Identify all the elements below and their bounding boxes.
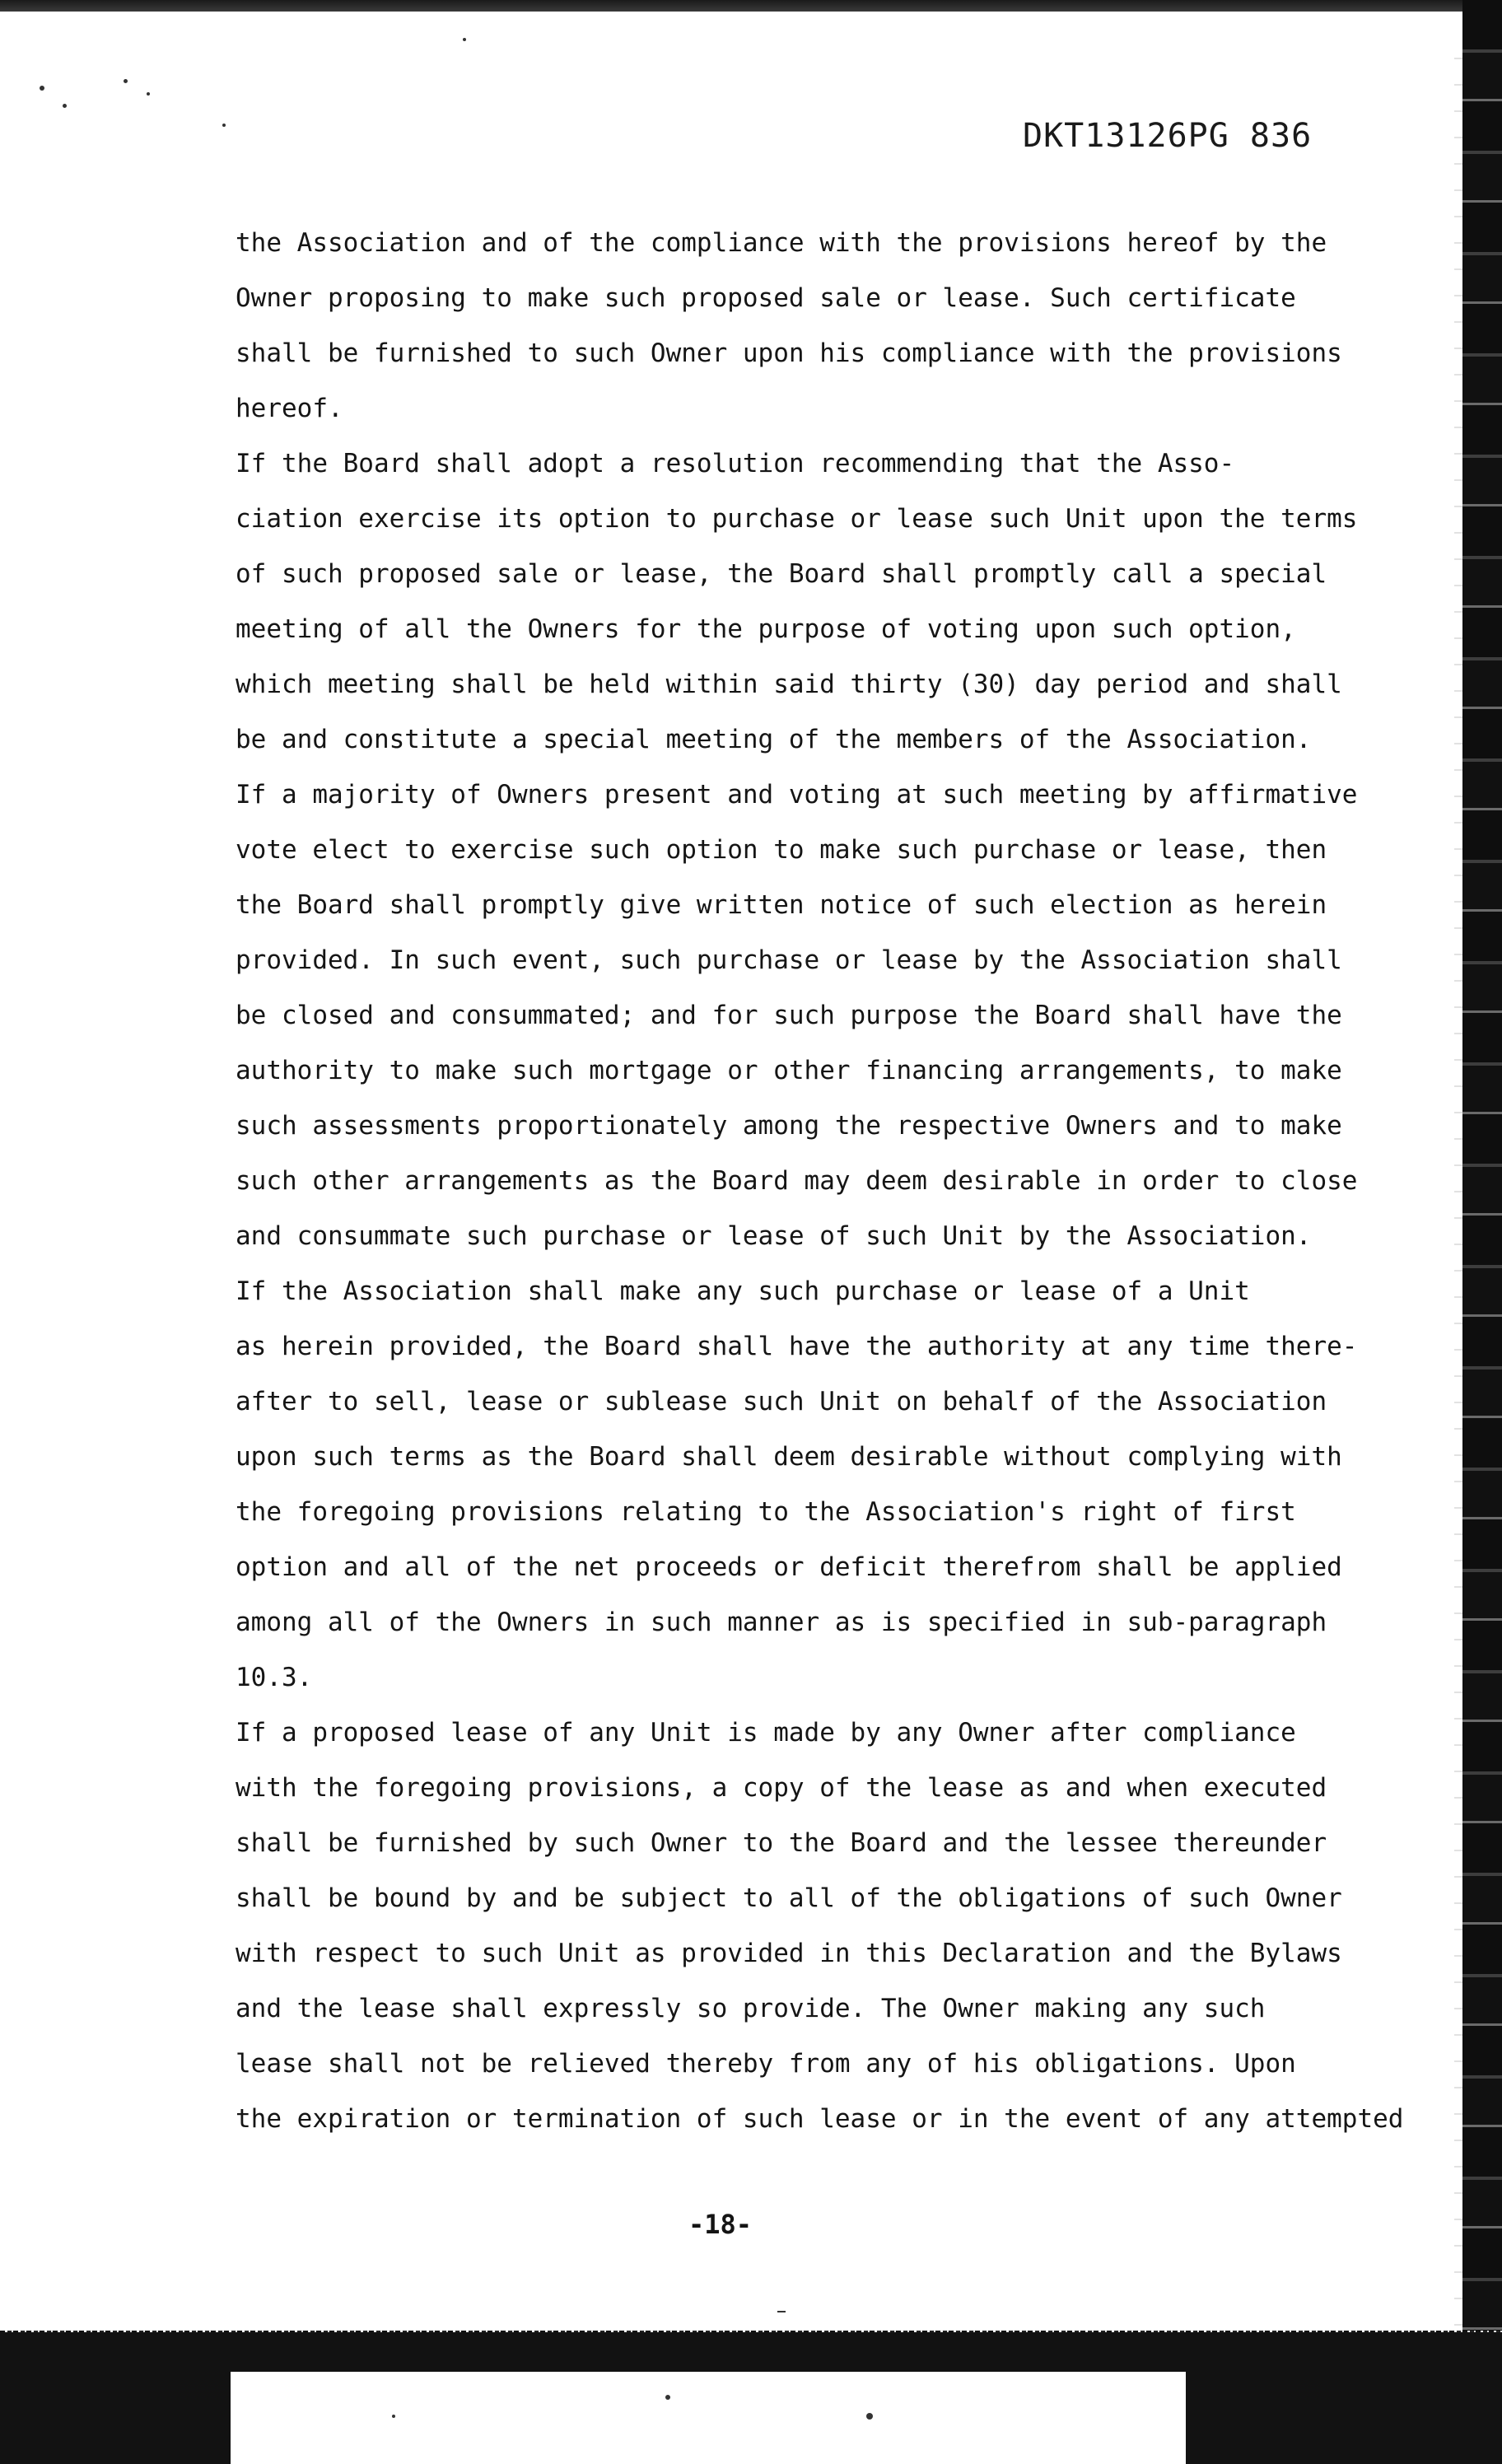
scan-speck <box>665 2395 670 2400</box>
text-line: upon such terms as the Board shall deem desirable without complying with <box>236 1442 1342 1472</box>
text-line: such assessments proportionately among the respective Owners and to make <box>236 1111 1342 1141</box>
text-line: meeting of all the Owners for the purpose of voting upon such option, <box>236 614 1296 644</box>
text-line: the Board shall promptly give written notice of such election as herein <box>236 890 1327 920</box>
text-line: with the foregoing provisions, a copy of the lease as and when executed <box>236 1773 1327 1803</box>
text-line: the foregoing provisions relating to the Association's right of first <box>236 1497 1296 1527</box>
text-line: If the Board shall adopt a resolution recommending that the Asso- <box>236 449 1235 478</box>
text-line: If a proposed lease of any Unit is made by any Owner after compliance <box>236 1718 1296 1748</box>
text-line: with respect to such Unit as provided in this Declaration and the Bylaws <box>236 1939 1342 1968</box>
scan-speck <box>124 79 128 83</box>
text-line: Owner proposing to make such proposed sale or lease. Such certificate <box>236 283 1296 313</box>
text-line: shall be furnished to such Owner upon his compliance with the provisions <box>236 338 1342 368</box>
text-line: ciation exercise its option to purchase or lease such Unit upon the terms <box>236 504 1358 534</box>
scan-speck <box>147 92 150 96</box>
scan-speck <box>866 2413 873 2420</box>
text-line: 10.3. <box>236 1663 313 1692</box>
text-line: shall be bound by and be subject to all of the obligations of such Owner <box>236 1883 1342 1913</box>
scan-speck <box>222 124 226 127</box>
text-line: which meeting shall be held within said thirty (30) day period and shall <box>236 670 1342 699</box>
scan-speck <box>392 2415 395 2418</box>
text-line: of such proposed sale or lease, the Board shall promptly call a special <box>236 559 1327 589</box>
text-line: be closed and consummated; and for such purpose the Board shall have the <box>236 1001 1342 1030</box>
text-line: and the lease shall expressly so provide. The Owner making any such <box>236 1994 1266 2023</box>
scan-speck <box>463 38 466 41</box>
text-line: as herein provided, the Board shall have the authority at any time there- <box>236 1332 1358 1361</box>
text-line: lease shall not be relieved thereby from any of his obligations. Upon <box>236 2049 1296 2079</box>
text-line: hereof. <box>236 394 343 423</box>
scan-bottom-patch <box>231 2372 1186 2464</box>
text-line: and consummate such purchase or lease of such Unit by the Association. <box>236 1221 1312 1251</box>
document-stamp: DKT13126PG 836 <box>1023 117 1313 155</box>
scan-right-edge <box>1462 0 1502 2464</box>
page-number: -18- <box>688 2209 753 2240</box>
text-line: be and constitute a special meeting of the members of the Association. <box>236 725 1312 754</box>
text-line: among all of the Owners in such manner as is specified in sub-paragraph <box>236 1608 1327 1637</box>
text-line: authority to make such mortgage or other financing arrangements, to make <box>236 1056 1342 1085</box>
text-line: option and all of the net proceeds or deficit therefrom shall be applied <box>236 1552 1342 1582</box>
text-line: If the Association shall make any such purchase or lease of a Unit <box>236 1276 1250 1306</box>
text-line: If a majority of Owners present and voting at such meeting by affirmative <box>236 780 1358 810</box>
scan-speck <box>777 2311 786 2312</box>
text-line: shall be furnished by such Owner to the Board and the lessee thereunder <box>236 1828 1327 1858</box>
document-body <box>236 216 1404 2147</box>
scan-top-edge <box>0 0 1502 12</box>
scan-speck <box>40 86 44 91</box>
text-line: vote elect to exercise such option to make such purchase or lease, then <box>236 835 1327 865</box>
text-line: the expiration or termination of such lease or in the event of any attempted <box>236 2104 1404 2134</box>
text-line: the Association and of the compliance with the provisions hereof by the <box>236 228 1327 258</box>
text-line: after to sell, lease or sublease such Unit on behalf of the Association <box>236 1387 1327 1416</box>
scan-speck <box>63 104 67 108</box>
text-line: provided. In such event, such purchase or lease by the Association shall <box>236 945 1342 975</box>
scan-right-inner-edge <box>1454 33 1462 2372</box>
text-line: such other arrangements as the Board may deem desirable in order to close <box>236 1166 1358 1196</box>
